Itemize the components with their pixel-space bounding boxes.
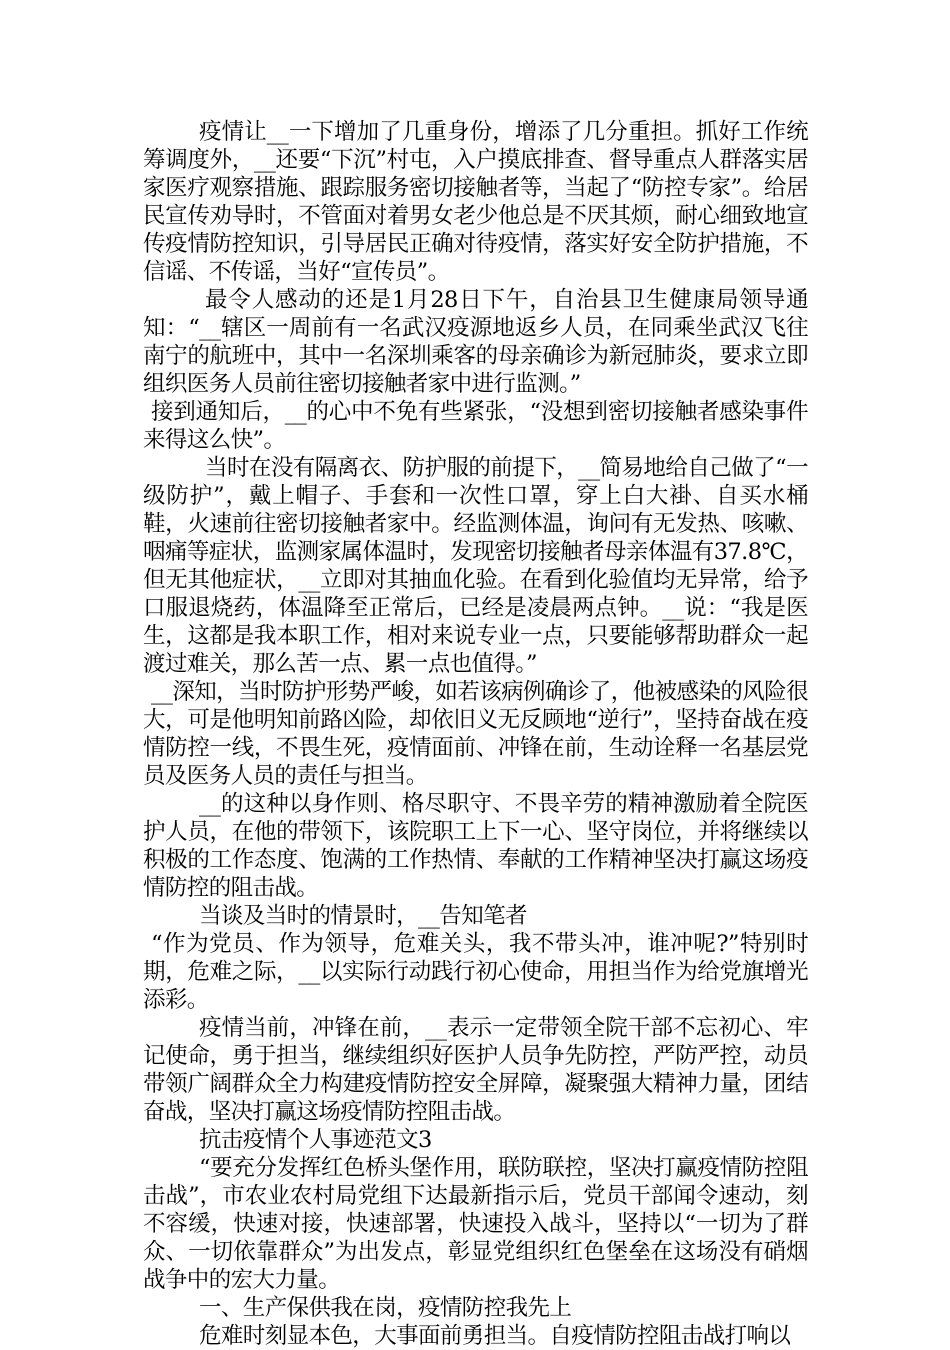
paragraph-1: 疫情让__一下增加了几重身份，增添了几分重担。抓好工作统筹调度外，__还要“下沉”村屯，入户摸底排查、督导重点人群落实居家医疗观察措施、跟踪服务密切接触者等，当起了“防控专家”。给居民宣传劝导时，不管面对着男女老少他总是不厌其烦，耐心细致地宣传疫情防控知识，引导居民正确对待疫情，落实好安全防护措施，不信谣、不传谣，当好“宣传员”。 — [143, 119, 808, 285]
paragraph-4: 当时在没有隔离衣、防护服的前提下，__简易地给自己做了“一级防护”，戴上帽子、手套和一次性口罩，穿上白大褂、自买水桶鞋，火速前往密切接触者家中。经监测体温，询问有无发热、咳嗽、咽痛等症状，监测家属体温时，发现密切接触者母亲体温有37.8℃，但无其他症状，__立即对其抽血化验。在看到化验值均无异常，给予口服退烧药，体温降至正常后，已经是凌晨两点钟。__说：“我是医生，这都是我本职工作，相对来说专业一点，只要能够帮助群众一起渡过难关，那么苦一点、累一点也值得。” — [143, 455, 808, 677]
paragraph-10: “要充分发挥红色桥头堡作用，联防联控，坚决打赢疫情防控阻击战”，市农业农村局党组下达最新指示后，党员干部闻令速动，刻不容缓，快速对接，快速部署，快速投入战斗，坚持以“一切为了群众、一切依靠群众”为出发点，彰显党组织红色堡垒在这场没有硝烟战争中的宏大力量。 — [143, 1155, 808, 1293]
paragraph-9: 疫情当前，冲锋在前，__表示一定带领全院干部不忘初心、牢记使命，勇于担当，继续组织好医护人员争先防控，严防严控，动员带领广阔群众全力构建疫情防控安全屏障，凝聚强大精神力量，团结奋战，坚决打赢这场疫情防控阻击战。 — [143, 1015, 808, 1125]
paragraph-5: __深知，当时防护形势严峻，如若该病例确诊了，他被感染的风险很大，可是他明知前路凶险，却依旧义无反顾地“逆行”，坚持奋战在疫情防控一线，不畏生死，疫情面前、冲锋在前，生动诠释一名基层党员及医务人员的责任与担当。 — [143, 679, 808, 789]
paragraph-7: 当谈及当时的情景时，__告知笔者 — [199, 903, 527, 929]
paragraph-11: 危难时刻显本色，大事面前勇担当。自疫情防控阻击战打响以 — [199, 1323, 791, 1349]
paragraph-2: 最令人感动的还是1月28日下午，自治县卫生健康局领导通知：“__辖区一周前有一名武汉疫源地返乡人员，在同乘坐武汉飞往南宁的航班中，其中一名深圳乘客的母亲确诊为新冠肺炎，要求立即组织医务人员前往密切接触者家中进行监测。” — [143, 287, 808, 397]
paragraph-3: 接到通知后，__的心中不免有些紧张，“没想到密切接触者感染事件来得这么快”。 — [143, 399, 808, 453]
subheading-1: 一、生产保供我在岗，疫情防控我先上 — [199, 1295, 572, 1321]
paragraph-6: __的这种以身作则、格尽职守、不畏辛劳的精神激励着全院医护人员，在他的带领下，该院职工上下一心、坚守岗位，并将继续以积极的工作态度、饱满的工作热情、奉献的工作精神坚决打赢这场疫情防控的阻击战。 — [143, 791, 808, 901]
paragraph-8: “作为党员、作为领导，危难关头，我不带头冲，谁冲呢?”特别时期，危难之际，__以实际行动践行初心使命，用担当作为给党旗增光添彩。 — [143, 931, 808, 1013]
document-body — [143, 118, 808, 1350]
section-heading: 抗击疫情个人事迹范文3 — [199, 1127, 432, 1153]
